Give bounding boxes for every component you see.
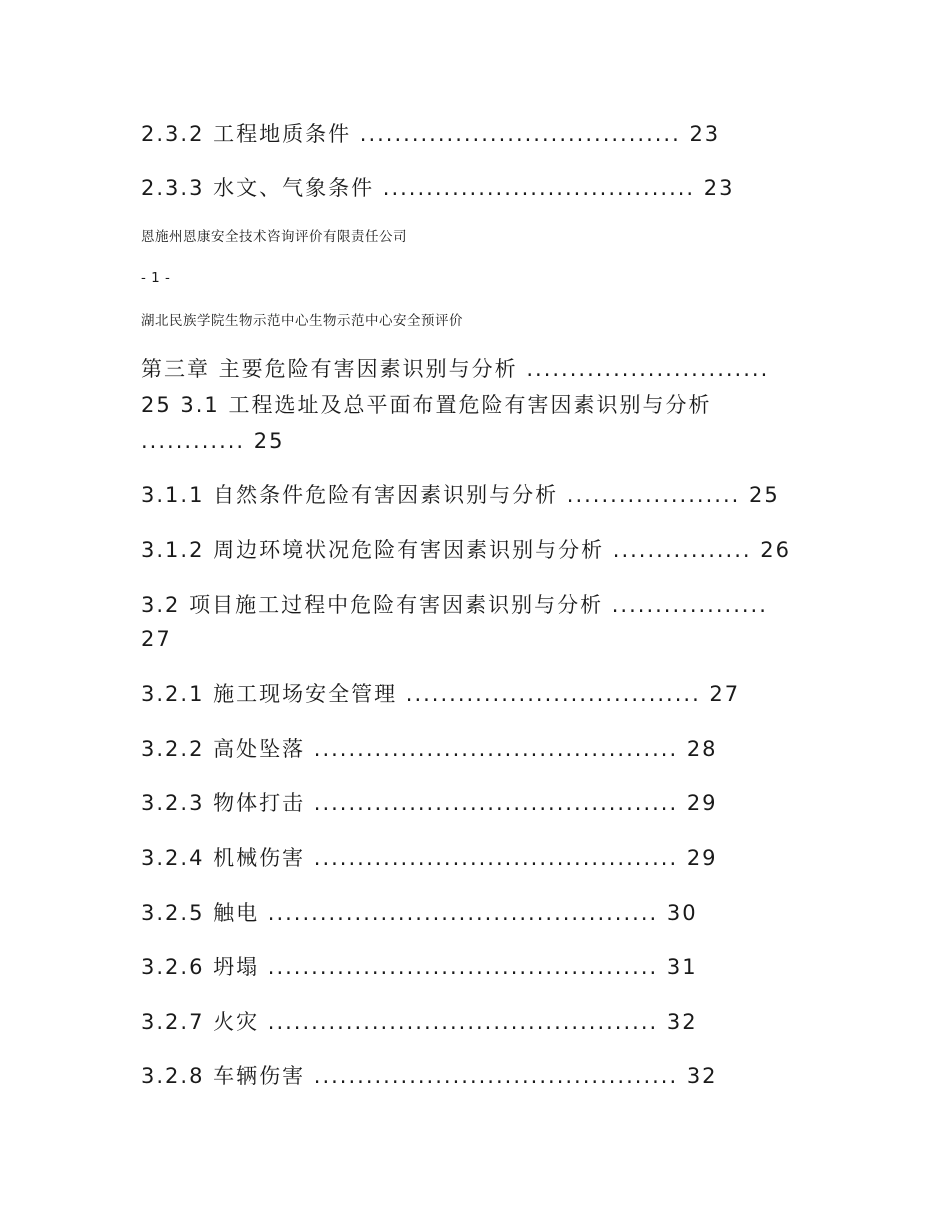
toc-entry-3-2-2: 3.2.2 高处坠落 .......................................... 28: [141, 737, 718, 761]
toc-entry-3-2-4: 3.2.4 机械伤害 .......................................... 29: [141, 846, 718, 870]
toc-entry-3-1-2: 3.1.2 周边环境状况危险有害因素识别与分析 ................ 26: [141, 538, 791, 562]
toc-entry-2-3-3: 2.3.3 水文、气象条件 .................................... 23: [141, 176, 735, 200]
toc-entry-3-2-7: 3.2.7 火灾 ............................................. 32: [141, 1010, 698, 1034]
footer-page-number: - 1 -: [141, 270, 171, 286]
toc-entry-3-1-page: ............ 25: [141, 429, 285, 453]
toc-entry-chapter-3-cont: 25 3.1 工程选址及总平面布置危险有害因素识别与分析: [141, 393, 712, 417]
toc-entry-3-2-6: 3.2.6 坍塌 ............................................. 31: [141, 955, 698, 979]
toc-entry-2-3-2: 2.3.2 工程地质条件 ..................................... 23: [141, 122, 721, 146]
toc-entry-chapter-3: 第三章 主要危险有害因素识别与分析 ............................: [141, 357, 770, 381]
footer-company: 恩施州恩康安全技术咨询评价有限责任公司: [141, 229, 407, 245]
toc-entry-3-2-8: 3.2.8 车辆伤害 .......................................... 32: [141, 1064, 718, 1088]
header-title: 湖北民族学院生物示范中心生物示范中心安全预评价: [141, 313, 463, 329]
toc-entry-3-1-1: 3.1.1 自然条件危险有害因素识别与分析 .................... 25: [141, 483, 780, 507]
toc-entry-3-2-1: 3.2.1 施工现场安全管理 .................................. 27: [141, 682, 741, 706]
toc-entry-3-2: 3.2 项目施工过程中危险有害因素识别与分析 ..................: [141, 593, 768, 617]
toc-entry-3-2-3: 3.2.3 物体打击 .......................................... 29: [141, 791, 718, 815]
toc-entry-3-2-5: 3.2.5 触电 ............................................. 30: [141, 901, 698, 925]
toc-entry-3-2-page: 27: [141, 627, 172, 651]
